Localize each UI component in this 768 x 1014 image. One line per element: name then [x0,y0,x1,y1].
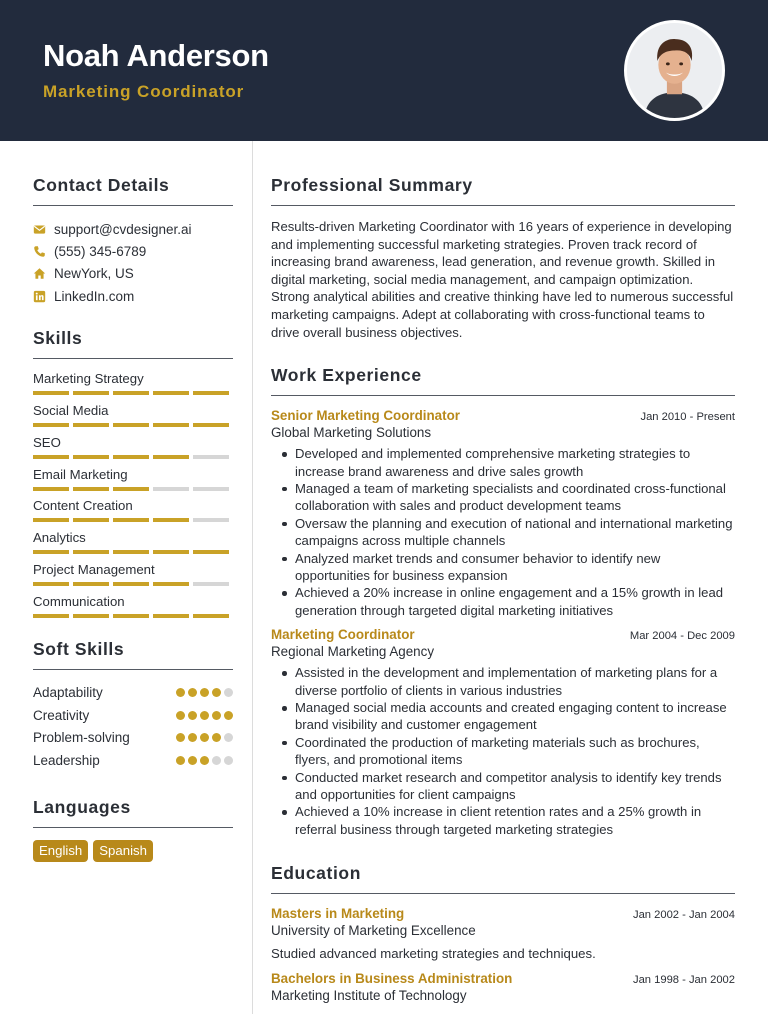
job-bullet: Coordinated the production of marketing materials such as brochures, flyers, and promotional items [271,734,735,769]
rating-dot [200,711,209,720]
skill-level-bar [33,423,233,427]
job-bullets [271,445,735,619]
education-heading: Education [271,863,361,884]
skill-level-segment [73,487,109,491]
job-entry [271,408,735,619]
job-bullet: Oversaw the planning and execution of national and international marketing campaigns across multiple channels [271,515,735,550]
rating-dot [212,756,221,765]
rating-dot [224,711,233,720]
envelope-icon [33,223,46,236]
section-rule [271,893,735,894]
rating-dot [200,756,209,765]
section-rule [33,669,233,670]
contact-email[interactable] [33,218,233,240]
skill-level-segment [33,487,69,491]
skill-level-bar [33,518,233,522]
company-name: Global Marketing Solutions [271,425,432,441]
school-name: Marketing Institute of Technology [271,988,467,1004]
soft-skill-name: Adaptability [33,685,103,701]
school-name: University of Marketing Excellence [271,923,476,939]
skill-level-segment [113,550,149,554]
skill-item [33,497,233,529]
skills-list [33,370,233,624]
rating-dot [200,688,209,697]
skill-level-segment [153,423,189,427]
skill-level-segment [33,518,69,522]
job-bullet: Achieved a 20% increase in online engagement and a 15% growth in lead generation through targeted digital marketing initiatives [271,584,735,619]
job-bullet: Managed a team of marketing specialists and coordinated cross-functional collaboration with sales and product development teams [271,480,735,515]
rating-dot [188,733,197,742]
section-rule [33,827,233,828]
soft-skills-section [33,639,233,772]
contact-section [33,175,233,307]
skill-level-segment [33,455,69,459]
skill-level-segment [33,582,69,586]
rating-dot [188,688,197,697]
skill-level-bar [33,550,233,554]
skill-level-segment [73,614,109,618]
skill-item [33,370,233,402]
skill-item [33,561,233,593]
job-bullet: Conducted market research and competitor analysis to identify key trends and opportunities for client campaigns [271,769,735,804]
soft-skill-item [33,682,233,705]
candidate-name: Noah Anderson [43,38,269,73]
soft-skill-name: Leadership [33,752,100,768]
skill-item [33,466,233,498]
skill-item [33,529,233,561]
soft-skill-name: Creativity [33,707,90,723]
section-rule [33,358,233,359]
soft-skill-rating [176,733,233,742]
skill-name: Social Media [33,402,109,418]
skill-level-bar [33,455,233,459]
skill-level-segment [73,518,109,522]
home-icon [33,267,46,280]
skill-name: Content Creation [33,498,133,514]
skill-level-segment [193,487,229,491]
soft-skill-item [33,704,233,727]
section-rule [271,205,735,206]
skill-level-segment [73,550,109,554]
rating-dot [224,733,233,742]
soft-skill-rating [176,688,233,697]
skill-level-bar [33,614,233,618]
education-entry [271,906,735,962]
education-entry [271,971,735,1004]
skill-name: Marketing Strategy [33,371,144,387]
skill-level-segment [73,582,109,586]
job-bullet: Managed social media accounts and created engaging content to increase brand visibility and customer engagement [271,699,735,734]
rating-dot [212,688,221,697]
degree-title: Bachelors in Business Administration [271,971,513,987]
skill-level-bar [33,487,233,491]
languages-section [33,797,233,862]
contact-linkedin-text: LinkedIn.com [54,288,135,304]
contact-linkedin[interactable] [33,285,233,307]
skill-level-segment [113,391,149,395]
person-avatar-icon [627,23,722,118]
soft-skills-list [33,682,233,772]
candidate-title: Marketing Coordinator [43,82,245,101]
education-date: Jan 1998 - Jan 2002 [632,974,735,987]
skill-name: Email Marketing [33,466,128,482]
skill-level-segment [153,614,189,618]
contact-phone-text: (555) 345-6789 [54,243,147,259]
skill-level-segment [113,423,149,427]
skill-level-segment [153,582,189,586]
skill-level-segment [113,518,149,522]
skill-level-segment [153,455,189,459]
rating-dot [176,733,185,742]
skill-level-segment [193,455,229,459]
rating-dot [188,756,197,765]
skill-level-segment [33,423,69,427]
contact-heading: Contact Details [33,175,170,195]
job-entry [271,627,735,838]
rating-dot [176,756,185,765]
phone-icon [33,245,46,258]
job-date: Mar 2004 - Dec 2009 [629,630,735,643]
summary-section [271,175,735,341]
job-title: Senior Marketing Coordinator [271,408,460,424]
skill-level-segment [153,518,189,522]
rating-dot [200,733,209,742]
resume-header [0,0,768,141]
skill-level-segment [33,614,69,618]
section-rule [33,205,233,206]
skill-item [33,402,233,434]
skill-level-segment [153,487,189,491]
section-rule [271,395,735,396]
job-bullet: Achieved a 10% increase in client retention rates and a 25% growth in referral business through targeted marketing strategies [271,803,735,838]
experience-heading: Work Experience [271,365,422,386]
soft-skill-rating [176,711,233,720]
skill-level-segment [193,391,229,395]
summary-text: Results-driven Marketing Coordinator with 16 years of experience in developing and implementing successful marketing strategies. Proven track record of increasing brand awareness, lead generation, and revenue growth. Skilled in digital marketing, social media management, and campaign optimization. Strong analytical abilities and creative thinking have led to numerous successful marketing campaigns. Adept at collaborating with cross-functional teams to drive overall business objectives. [271,219,734,340]
rating-dot [176,711,185,720]
job-bullets [271,664,735,838]
skill-name: Project Management [33,561,155,577]
language-badge: Spanish [93,840,153,862]
skill-level-segment [193,614,229,618]
skill-level-segment [153,391,189,395]
summary-heading: Professional Summary [271,175,473,195]
education-section [271,863,735,1004]
skill-level-segment [73,391,109,395]
contact-location-text: NewYork, US [54,266,134,282]
left-column [33,141,233,862]
rating-dot [224,756,233,765]
skill-level-segment [193,423,229,427]
job-date: Jan 2010 - Present [640,411,735,424]
skill-name: SEO [33,434,61,450]
contact-phone[interactable] [33,240,233,262]
skill-level-segment [153,550,189,554]
job-bullet: Assisted in the development and implementation of marketing plans for a diverse portfolio of clients in various industries [271,664,735,699]
rating-dot [176,688,185,697]
rating-dot [224,688,233,697]
skill-item [33,434,233,466]
soft-skill-name: Problem-solving [33,730,130,746]
education-date: Jan 2002 - Jan 2004 [632,909,735,922]
skill-level-segment [113,582,149,586]
skill-name: Analytics [33,530,86,546]
skill-level-segment [193,582,229,586]
rating-dot [188,711,197,720]
contact-location [33,263,233,285]
experience-section [271,365,735,838]
skill-level-bar [33,582,233,586]
soft-skill-item [33,727,233,750]
skills-heading: Skills [33,328,83,349]
job-title: Marketing Coordinator [271,627,415,643]
rating-dot [212,711,221,720]
soft-skill-rating [176,756,233,765]
languages-heading: Languages [33,796,131,817]
job-bullet: Analyzed market trends and consumer behavior to identify new opportunities for business expansion [271,550,735,585]
contact-email-text: support@cvdesigner.ai [54,221,192,237]
skill-level-segment [73,455,109,459]
soft-skills-heading: Soft Skills [33,638,125,659]
skill-level-segment [193,518,229,522]
rating-dot [212,733,221,742]
skill-level-segment [113,614,149,618]
right-column [271,141,735,1004]
skills-section [33,328,233,624]
skill-level-segment [33,550,69,554]
job-bullet: Developed and implemented comprehensive marketing strategies to increase brand awareness and drive sales growth [271,445,735,480]
education-description: Studied advanced marketing strategies and techniques. [271,946,596,962]
linkedin-icon [33,290,46,303]
skill-level-bar [33,391,233,395]
skill-level-segment [113,455,149,459]
degree-title: Masters in Marketing [271,906,405,922]
company-name: Regional Marketing Agency [271,644,435,660]
column-divider [252,141,253,1014]
skill-level-segment [33,391,69,395]
skill-name: Communication [33,593,125,609]
skill-level-segment [193,550,229,554]
skill-level-segment [113,487,149,491]
profile-photo [624,20,725,121]
language-badge: English [33,840,88,862]
skill-level-segment [73,423,109,427]
skill-item [33,593,233,625]
soft-skill-item [33,749,233,772]
